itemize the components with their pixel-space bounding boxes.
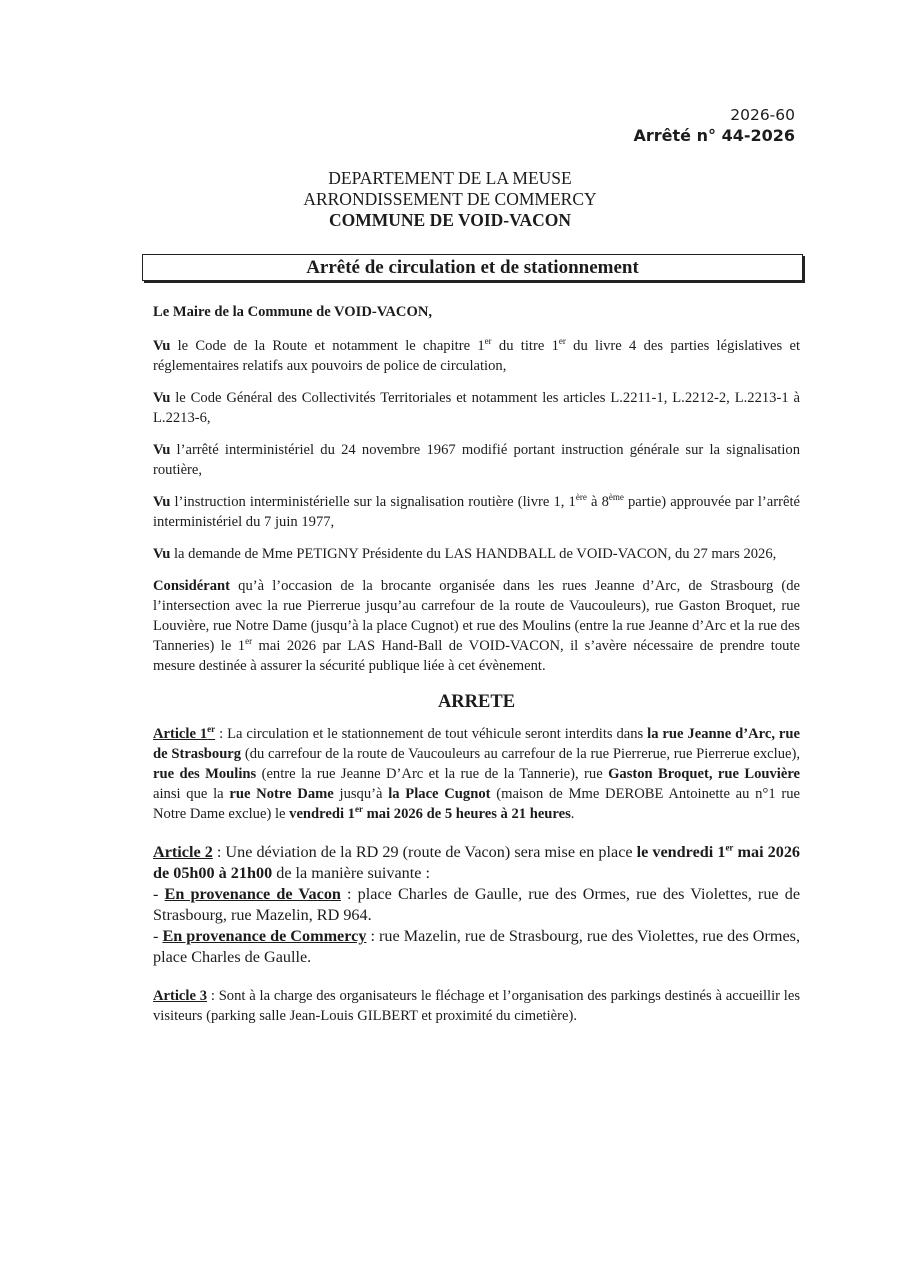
vu-label: Vu [153, 546, 171, 562]
document-title: Arrêté de circulation et de stationnement [142, 254, 803, 281]
vu-1-text-a: le Code de la Route et notamment le chapitre 1 [170, 338, 485, 354]
article-1-bold-6: vendredi 1 [289, 806, 355, 822]
reference-number: 2026-60 [730, 106, 795, 124]
vu-1-sup-2: er [558, 336, 566, 347]
considerant-text-a: qu’à l’occasion de la brocante organisée dans les rues Jeanne d’Arc, de Strasbourg (de l’intersection avec la rue Pierrerue jusqu’au carrefour de la route de Vaucouleurs), rue Gaston Broquet, rue Louvière, rue Notre Dame (jusqu’à la place Cugnot) et rue des Moulins (entre la rue Jeanne d’Arc et la rue des Tanneries) le 1 [153, 578, 800, 654]
vu-4-text-c: partie) approuvée par l’arrêté interministériel du 7 juin 1977, [153, 494, 800, 530]
vu-4-text-b: à 8 [586, 494, 609, 510]
article-1-bold-sup: er [354, 804, 363, 815]
deviation-2-origin: En provenance de Commercy [162, 927, 367, 945]
article-2-label: Article 2 [153, 843, 213, 861]
department-line: DEPARTEMENT DE LA MEUSE [328, 168, 572, 188]
vu-1-text-c: du livre 4 des parties législatives et réglementaires relatifs aux pouvoirs de police de circulation, [153, 338, 800, 374]
article-1-text-5: jusqu’à [333, 786, 389, 802]
arrondissement-line: ARRONDISSEMENT DE COMMERCY [303, 189, 597, 209]
considerant-label: Considérant [153, 578, 231, 594]
article-3 [153, 986, 800, 1026]
considerant-text-b: mai 2026 par LAS Hand-Ball de VOID-VACON, il s’avère nécessaire de prendre toute mesure destinée à assurer la sécurité publique liée à cet évènement. [153, 638, 800, 674]
vu-paragraph-5 [153, 544, 800, 564]
reference-block [634, 105, 795, 147]
vu-paragraph-3 [153, 440, 800, 480]
arrete-number: Arrêté n° 44-2026 [633, 126, 795, 145]
deviation-from-commercy [153, 926, 800, 968]
vu-paragraph-2 [153, 388, 800, 428]
vu-1-text-b: du titre 1 [491, 338, 559, 354]
article-2-text-1: : Une déviation de la RD 29 (route de Vacon) sera mise en place [212, 843, 637, 861]
document-body [153, 302, 800, 1044]
article-1-bold-2: rue des Moulins [153, 766, 257, 782]
considerant-paragraph [153, 576, 800, 676]
article-1-colon: : [215, 726, 224, 742]
article-1-bold-7: mai 2026 de 5 heures à 21 heures [362, 806, 571, 822]
vu-1-sup-1: er [484, 336, 492, 347]
article-1-text-6: (maison de Mme DEROBE Antoinette au n°1 rue Notre Dame exclue) le [153, 786, 800, 822]
article-1-bold-4: rue Notre Dame [229, 786, 334, 802]
deviation-2-route: : rue Mazelin, rue de Strasbourg, rue des Violettes, rue des Ormes, place Charles de Gaulle. [153, 927, 800, 966]
deviation-1-route: : place Charles de Gaulle, rue des Ormes, rue des Violettes, rue de Strasbourg, rue Mazelin, RD 964. [153, 885, 801, 924]
article-1-label-sup: er [207, 724, 216, 735]
considerant-sup: er [245, 636, 253, 647]
article-2-bold-sup: er [725, 842, 734, 853]
deviation-2-dash: - [153, 927, 163, 945]
vu-4-sup-1: ère [575, 492, 587, 503]
article-1-bold-5: la Place Cugnot [388, 786, 491, 802]
vu-paragraph-4 [153, 492, 800, 532]
article-2-bold-2: mai 2026 de 05h00 à 21h00 [153, 843, 801, 882]
mayor-line: Le Maire de la Commune de VOID-VACON, [153, 304, 433, 320]
vu-4-sup-2: ème [608, 492, 624, 503]
article-3-label: Article 3 [153, 988, 208, 1004]
article-1-text-1: La circulation et le stationnement de tout véhicule seront interdits dans [223, 726, 648, 742]
article-3-text: : Sont à la charge des organisateurs le fléchage et l’organisation des parkings destinés à accueillir les visiteurs (parking salle Jean-Louis GILBERT et proximité du cimetière). [153, 988, 801, 1024]
article-1-bold-3: Gaston Broquet, rue Louvière [608, 766, 801, 782]
commune-line: COMMUNE DE VOID-VACON [328, 210, 572, 230]
article-1-bold-1: la rue Jeanne d’Arc, rue de Strasbourg [153, 726, 800, 762]
deviation-from-vacon [153, 884, 800, 926]
article-1-label [153, 726, 215, 742]
article-1-text-2: (du carrefour de la route de Vaucouleurs au carrefour de la rue Pierrerue, rue Pierrerue exclue), [241, 746, 800, 762]
vu-label: Vu [153, 442, 171, 458]
vu-5-text: la demande de Mme PETIGNY Présidente du LAS HANDBALL de VOID-VACON, du 27 mars 2026, [170, 546, 777, 562]
vu-paragraph-1 [153, 336, 800, 376]
vu-4-text-a: l’instruction interministérielle sur la signalisation routière (livre 1, 1 [170, 494, 576, 510]
article-2-text-2: de la manière suivante : [272, 864, 430, 882]
administrative-header [0, 168, 900, 231]
vu-label: Vu [153, 338, 171, 354]
article-1-text-7: . [570, 806, 575, 822]
vu-label: Vu [153, 390, 171, 406]
article-1-text-3: (entre la rue Jeanne D’Arc et la rue de la Tannerie), rue [256, 766, 609, 782]
article-1-text-4: ainsi que la [153, 786, 230, 802]
article-2-bold-1: le vendredi 1 [636, 843, 726, 861]
article-1-label-text: Article 1 [153, 726, 208, 742]
vu-2-text: le Code Général des Collectivités Territoriales et notamment les articles L.2211-1, L.2212-2, L.2213-1 à L.2213-6, [153, 390, 800, 426]
arrete-heading: ARRETE [437, 692, 516, 712]
article-2 [153, 842, 800, 968]
vu-3-text: l’arrêté interministériel du 24 novembre 1967 modifié portant instruction générale sur la signalisation routière, [153, 442, 800, 478]
deviation-1-dash: - [153, 885, 165, 903]
vu-label: Vu [153, 494, 171, 510]
article-1 [153, 724, 800, 824]
deviation-1-origin: En provenance de Vacon [164, 885, 341, 903]
